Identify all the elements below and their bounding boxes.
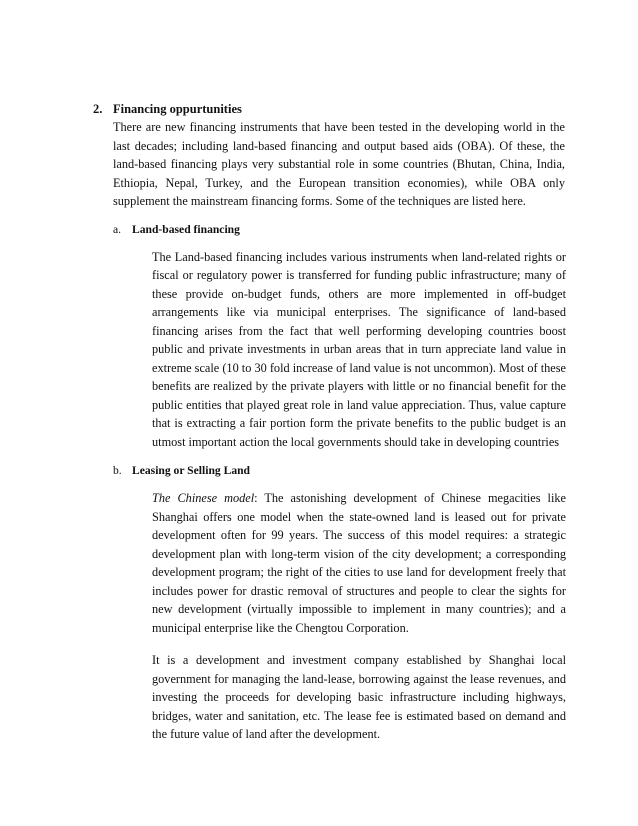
subsection-a-paragraph: The Land-based financing includes various instruments when land-related rights or fiscal or regulatory power is transferred for funding public infrastructure; many of these provide on-budget funds, others are more implemented in off-budget arrangements like via municipal enterprises. The significance of land-based financing arises from the fact that well performing developing countries boost public and private investments in urban areas that in turn appreciate land value in extreme scale (10 to 30 fold increase of land value is not uncommon). Most of these benefits are realized by the private players with little or no financial benefit for the public entities that played great role in land value appreciation. Thus, value capture that is extracting a fair portion form the private benefits to the public budget is an utmost important action the local governments should take in developing countries (152, 249, 566, 449)
subsection-a-title: Land-based financing (132, 222, 240, 236)
subsection-b-title: Leasing or Selling Land (132, 464, 251, 477)
subsection-b-paragraph-2: It is a development and investment company established by Shanghai local government for managing the land-lease, borrowing against the lease revenues, and investing the proceeds for developing basic infrastructure including highways, bridges, water and sanitation, etc. The lease fee is estimated based on demand and the future value of land after the development. (152, 653, 566, 741)
subsection-b-paragraph-1 (152, 489, 566, 637)
section-number: 2. (93, 102, 103, 116)
section-heading (93, 100, 565, 118)
chinese-model-label: The Chinese model (152, 491, 255, 505)
subsection-b-heading (113, 463, 565, 479)
chinese-model-text: : The astonishing development of Chinese megacities like Shanghai offers one model when the state-owned land is leased out for private development often for 99 years. The success of this model requires: a strategic development plan with long-term vision of the city development; a corresponding development program; the right of the cities to use land for development freely that includes power for drastic removal of structures and people to clear the sights for new development (virtually impossible to implement in many countries); and a municipal enterprise like the Chengtou Corporation. (152, 491, 567, 635)
subsection-b-letter: b. (113, 464, 122, 477)
subsection-a-heading (113, 222, 565, 238)
section-title: Financing oppurtunities (113, 102, 242, 116)
section-financing-opportunities (93, 100, 565, 744)
section-intro-paragraph: There are new financing instruments that have been tested in the developing world in the last decades; including land-based financing and output based aids (OBA). Of these, the land-based financing plays very substantial role in some countries (Bhutan, China, India, Ethiopia, Nepal, Turkey, and the European transition economies), while OBA only supplement the mainstream financing forms. Some of the techniques are listed here. (113, 120, 565, 208)
subsection-a-letter: a. (113, 222, 122, 236)
